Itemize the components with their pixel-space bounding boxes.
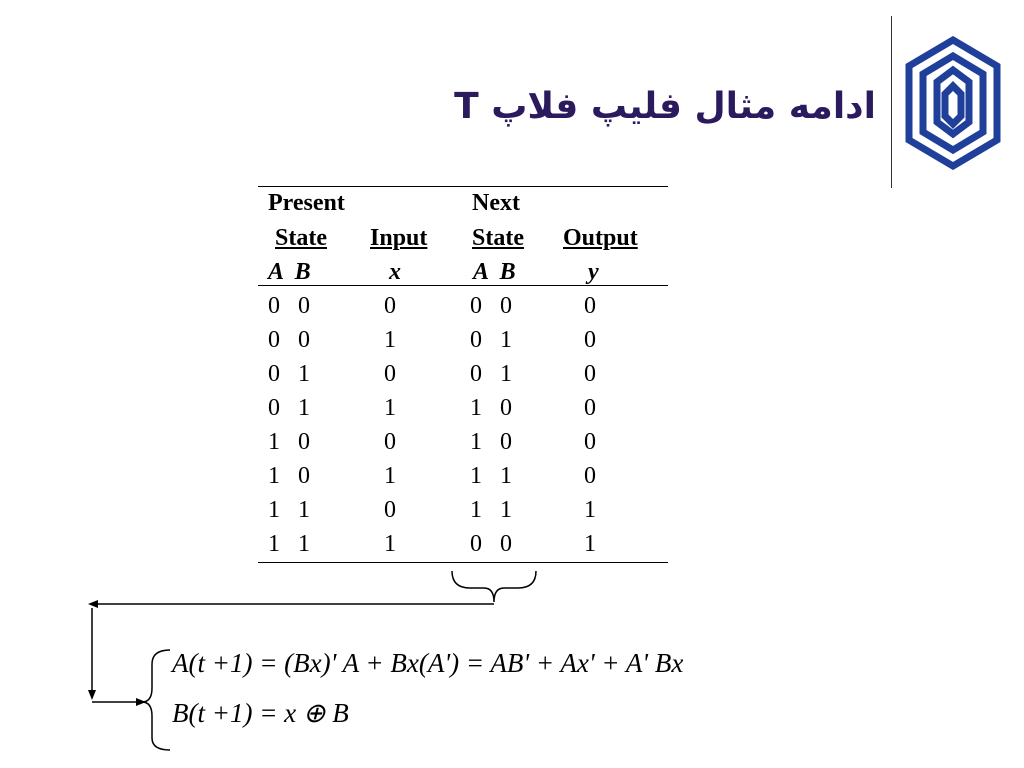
cell-output: 0: [584, 429, 596, 455]
cell-next-state: 1 0: [470, 429, 512, 455]
cell-input: 1: [384, 463, 396, 489]
cell-input: 0: [384, 429, 396, 455]
cell-next-state: 1 1: [470, 463, 512, 489]
cell-present-state: 0 0: [268, 327, 310, 353]
header-a-b-next: A B: [473, 259, 516, 285]
cell-present-state: 1 0: [268, 463, 310, 489]
cell-present-state: 0 0: [268, 293, 310, 319]
next-state-brace: [452, 571, 536, 602]
header-y: y: [588, 259, 599, 285]
cell-next-state: 0 1: [470, 327, 512, 353]
cell-output: 1: [584, 497, 596, 523]
equation-brace: [142, 650, 170, 750]
header-state-present: State: [275, 225, 327, 251]
cell-output: 0: [584, 327, 596, 353]
cell-input: 0: [384, 497, 396, 523]
header-output: Output: [563, 225, 638, 251]
arrow-head-left: [88, 600, 98, 608]
cell-present-state: 1 0: [268, 429, 310, 455]
cell-next-state: 1 1: [470, 497, 512, 523]
header-present: Present: [268, 190, 345, 216]
cell-next-state: 0 0: [470, 531, 512, 557]
cell-input: 0: [384, 361, 396, 387]
slide-title: ادامه مثال فلیپ فلاپ T: [454, 86, 876, 127]
cell-input: 1: [384, 531, 396, 557]
cell-output: 0: [584, 293, 596, 319]
cell-next-state: 0 0: [470, 293, 512, 319]
header-state-next: State: [472, 225, 524, 251]
cell-output: 0: [584, 395, 596, 421]
cell-input: 1: [384, 327, 396, 353]
equation-a: A(t +1) = (Bx)' A + Bx(A') = AB' + Ax' + A' Bx: [172, 648, 684, 678]
header-x: x: [389, 259, 401, 285]
cell-present-state: 1 1: [268, 531, 310, 557]
arrow-head-down: [88, 690, 96, 700]
cell-present-state: 0 1: [268, 361, 310, 387]
cell-output: 1: [584, 531, 596, 557]
cell-next-state: 1 0: [470, 395, 512, 421]
header-a-b-present: A B: [268, 259, 311, 285]
equation-b: B(t +1) = x ⊕ B: [172, 698, 349, 728]
header-next: Next: [472, 190, 520, 216]
cell-output: 0: [584, 361, 596, 387]
cell-present-state: 0 1: [268, 395, 310, 421]
cell-present-state: 1 1: [268, 497, 310, 523]
header-input: Input: [370, 225, 428, 251]
cell-input: 0: [384, 293, 396, 319]
cell-output: 0: [584, 463, 596, 489]
cell-next-state: 0 1: [470, 361, 512, 387]
cell-input: 1: [384, 395, 396, 421]
